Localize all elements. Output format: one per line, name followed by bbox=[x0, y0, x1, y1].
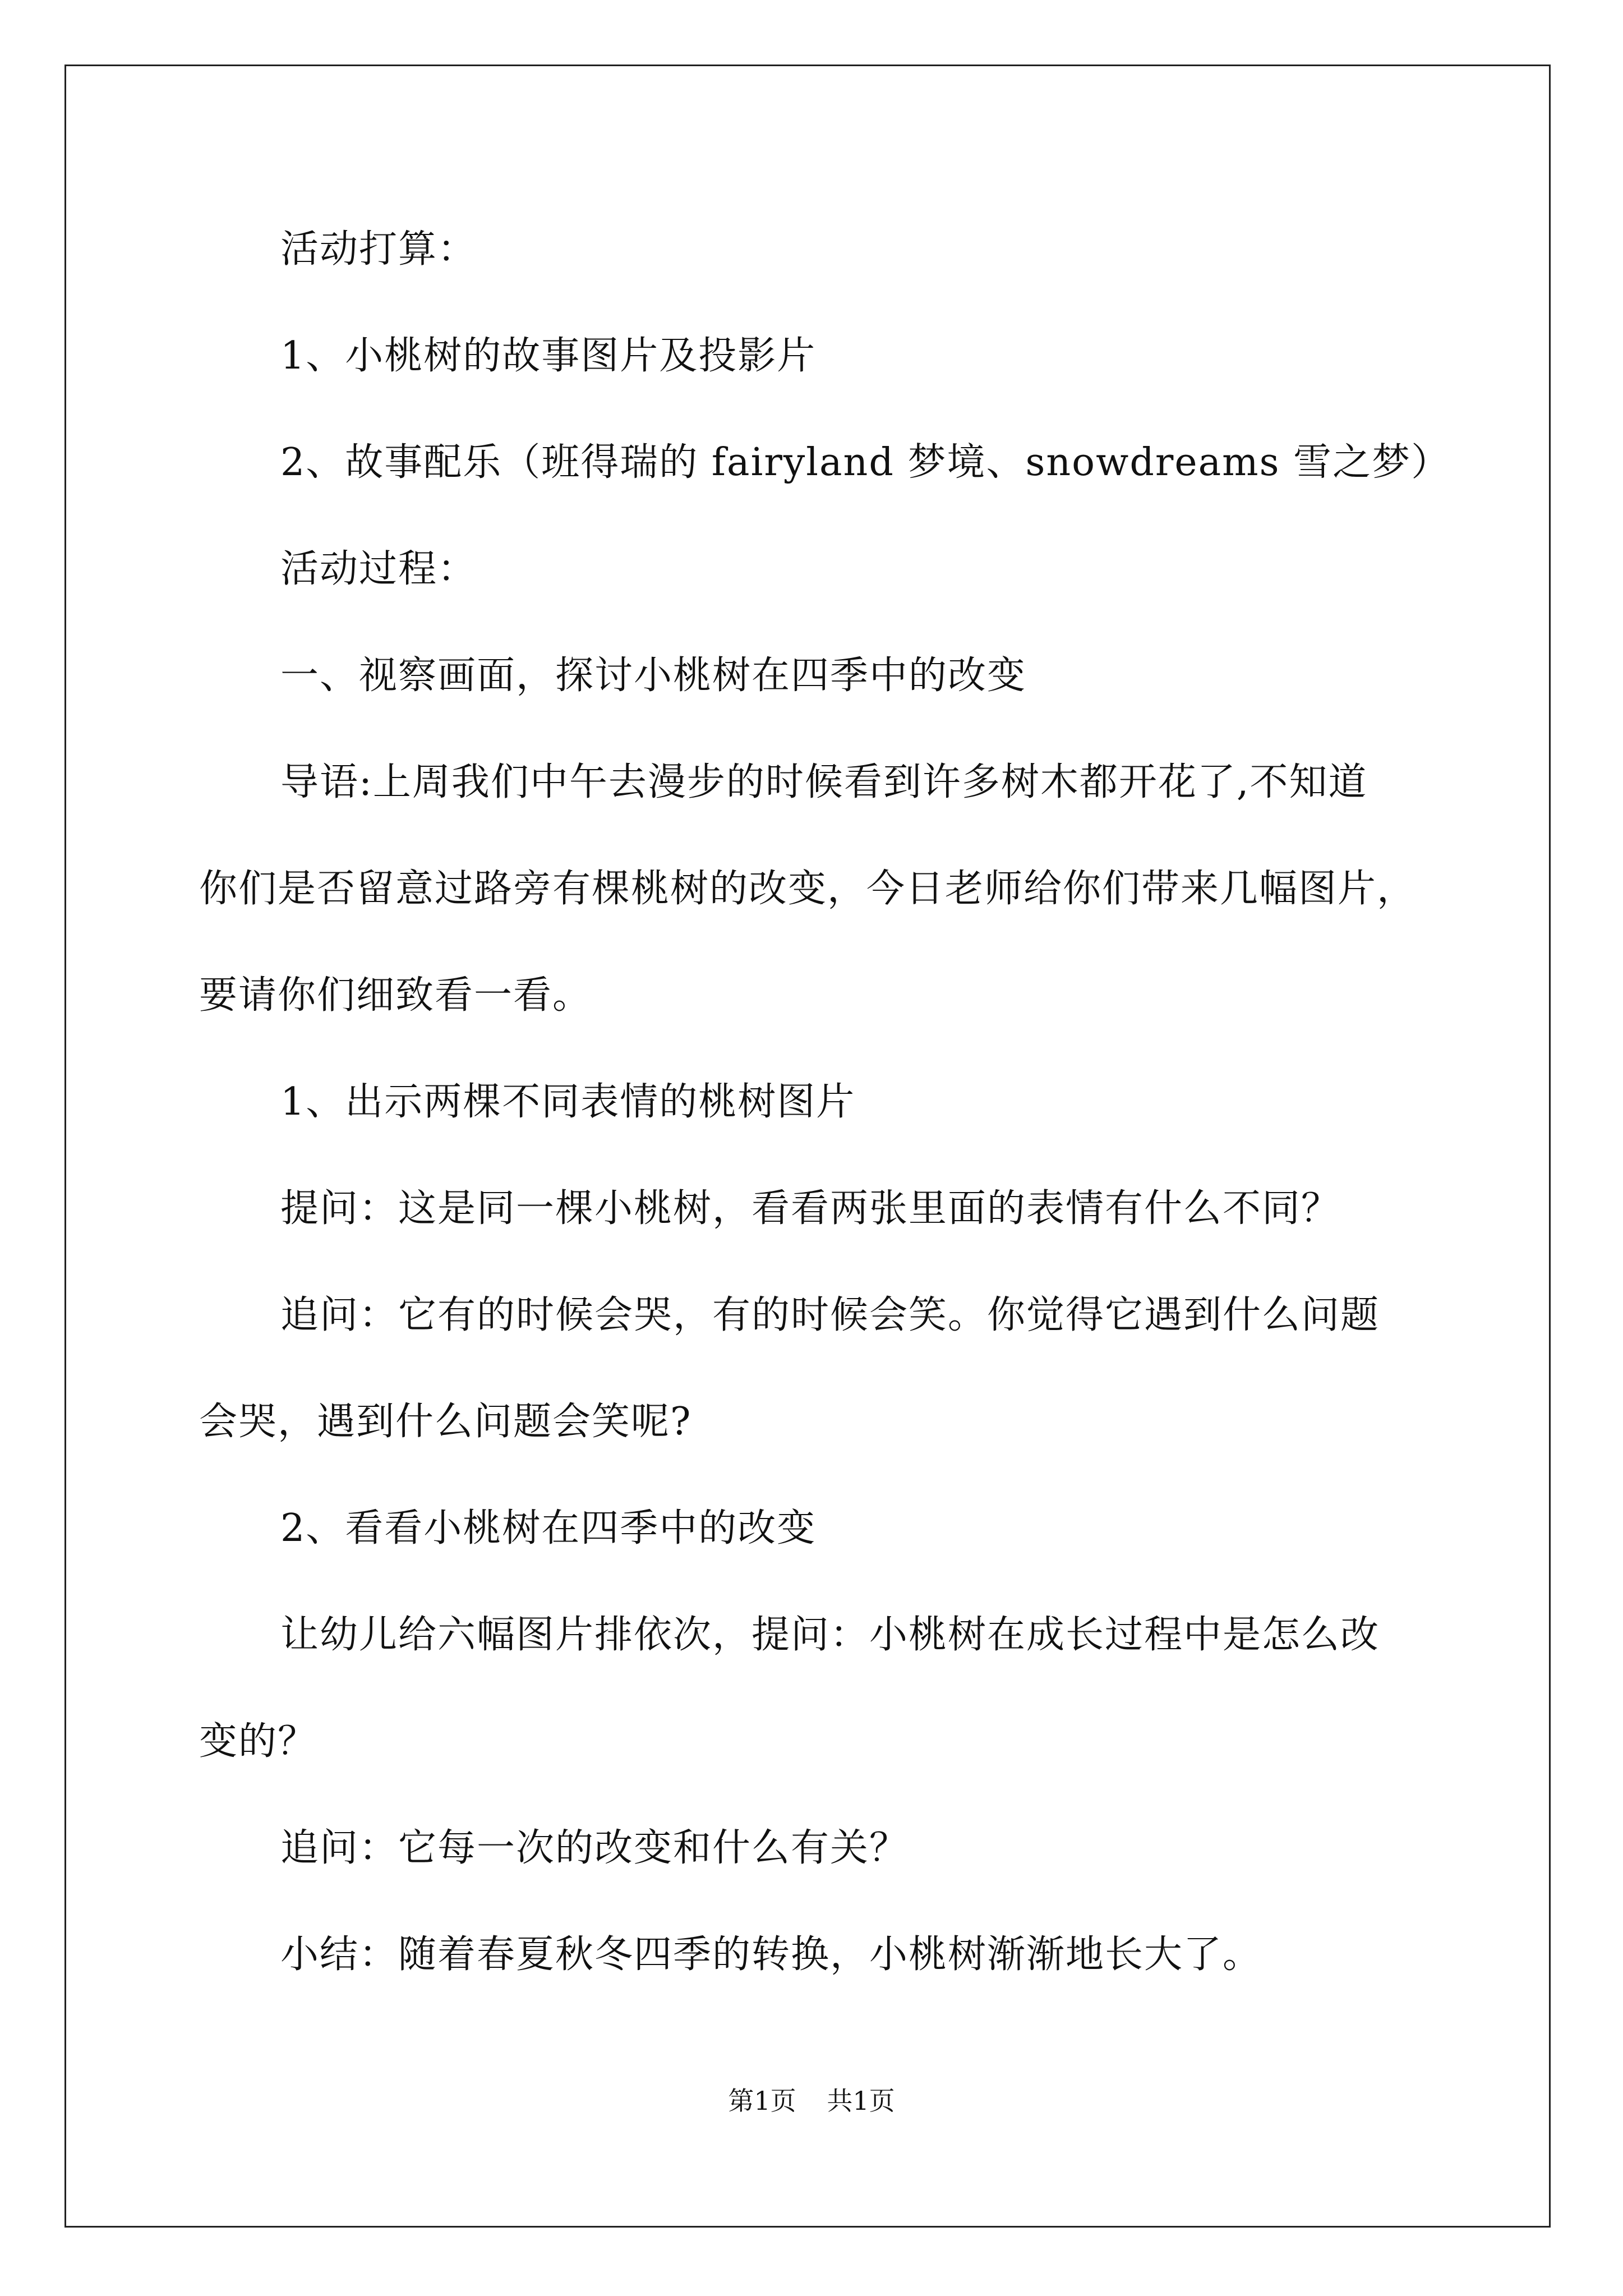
paragraph-line: 活动打算： bbox=[280, 227, 477, 272]
paragraph-line: 1、小桃树的故事图片及投影片 bbox=[280, 334, 817, 378]
paragraph-line: 要请你们细致看一看。 bbox=[199, 973, 592, 1018]
paragraph-line: 会哭，遇到什么问题会笑呢? bbox=[199, 1400, 692, 1444]
page-footer bbox=[0, 2084, 1623, 2118]
paragraph-line: 追问：它有的时候会哭，有的时候会笑。你觉得它遇到什么问题 bbox=[280, 1293, 1380, 1337]
paragraph-line: 让幼儿给六幅图片排依次，提问：小桃树在成长过程中是怎么改 bbox=[280, 1613, 1380, 1657]
paragraph-line: 活动过程： bbox=[280, 547, 477, 591]
paragraph-line: 一、视察画面，探讨小桃树在四季中的改变 bbox=[280, 654, 1027, 698]
paragraph-line: 导语:上周我们中午去漫步的时候看到许多树木都开花了,不知道 bbox=[280, 760, 1368, 804]
paragraph-line: 你们是否留意过路旁有棵桃树的改变，今日老师给你们带来几幅图片， bbox=[199, 867, 1417, 911]
paragraph-line: 2、看看小桃树在四季中的改变 bbox=[280, 1506, 817, 1550]
paragraph-line: 提问：这是同一棵小桃树，看看两张里面的表情有什么不同？ bbox=[280, 1186, 1341, 1231]
paragraph-line: 2、故事配乐（班得瑞的 fairyland 梦境、snowdreams 雪之梦） bbox=[280, 440, 1451, 485]
page-border bbox=[64, 65, 1551, 2228]
paragraph-line: 变的？ bbox=[199, 1719, 317, 1764]
paragraph-line: 小结：随着春夏秋冬四季的转换，小桃树渐渐地长大了。 bbox=[280, 1932, 1262, 1977]
page-number: 第1页 bbox=[728, 2086, 796, 2116]
paragraph-line: 追问：它每一次的改变和什么有关？ bbox=[280, 1826, 909, 1870]
page-total: 共1页 bbox=[827, 2086, 895, 2116]
paragraph-line: 1、出示两棵不同表情的桃树图片 bbox=[280, 1080, 856, 1124]
